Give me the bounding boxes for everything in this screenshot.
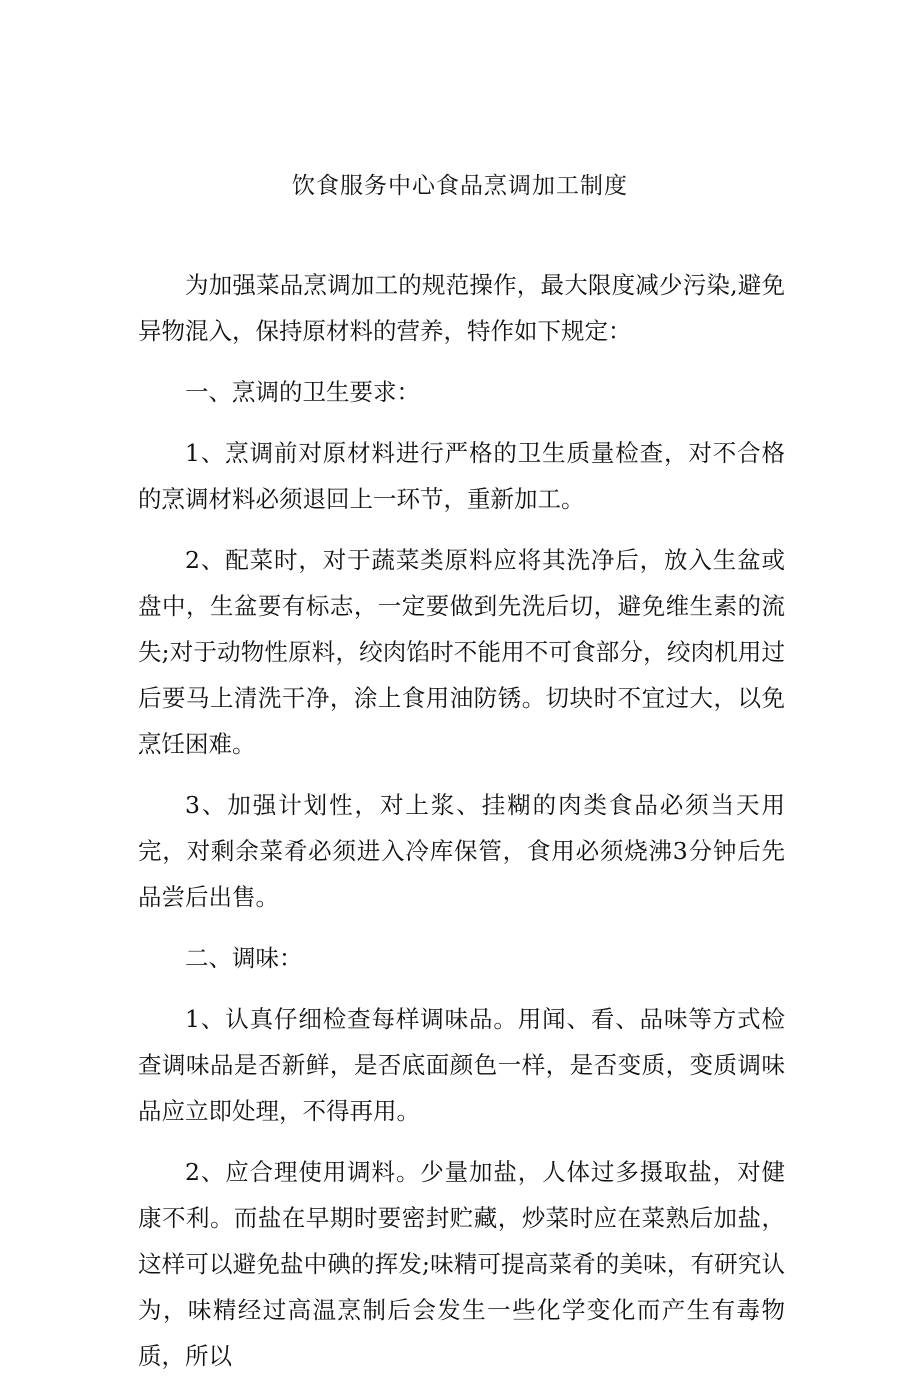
hygiene-item-3: 3、加强计划性，对上浆、挂糊的肉类食品必须当天用完，对剩余菜肴必须进入冷库保管，食用必须烧沸3分钟后先品尝后出售。 <box>138 791 785 911</box>
document-body <box>138 262 785 1394</box>
seasoning-item-2: 2、应合理使用调料。少量加盐，人体过多摄取盐，对健康不利。而盐在早期时要密封贮藏，炒菜时应在菜熟后加盐，这样可以避免盐中碘的挥发;味精可提高菜肴的美味，有研究认为，味精经过高温烹制后会发生一些化学变化而产生有毒物质，所以 <box>138 1158 785 1370</box>
document-title: 饮食服务中心食品烹调加工制度 <box>292 173 628 199</box>
section-heading-seasoning: 二、调味： <box>185 944 303 972</box>
seasoning-item-1: 1、认真仔细检查每样调味品。用闻、看、品味等方式检查调味品是否新鲜，是否底面颜色一样，是否变质，变质调味品应立即处理，不得再用。 <box>138 1005 785 1125</box>
section-heading-hygiene: 一、烹调的卫生要求： <box>185 378 420 406</box>
hygiene-item-2: 2、配菜时，对于蔬菜类原料应将其洗净后，放入生盆或盘中，生盆要有标志，一定要做到先洗后切，避免维生素的流失;对于动物性原料，绞肉馅时不能用不可食部分，绞肉机用过后要马上清洗干净，涂上食用油防锈。切块时不宜过大，以免烹饪困难。 <box>138 546 785 758</box>
hygiene-item-1: 1、烹调前对原材料进行严格的卫生质量检查，对不合格的烹调材料必须退回上一环节，重新加工。 <box>138 439 785 513</box>
intro-paragraph: 为加强菜品烹调加工的规范操作，最大限度减少污染,避免异物混入，保持原材料的营养，特作如下规定： <box>138 271 785 345</box>
